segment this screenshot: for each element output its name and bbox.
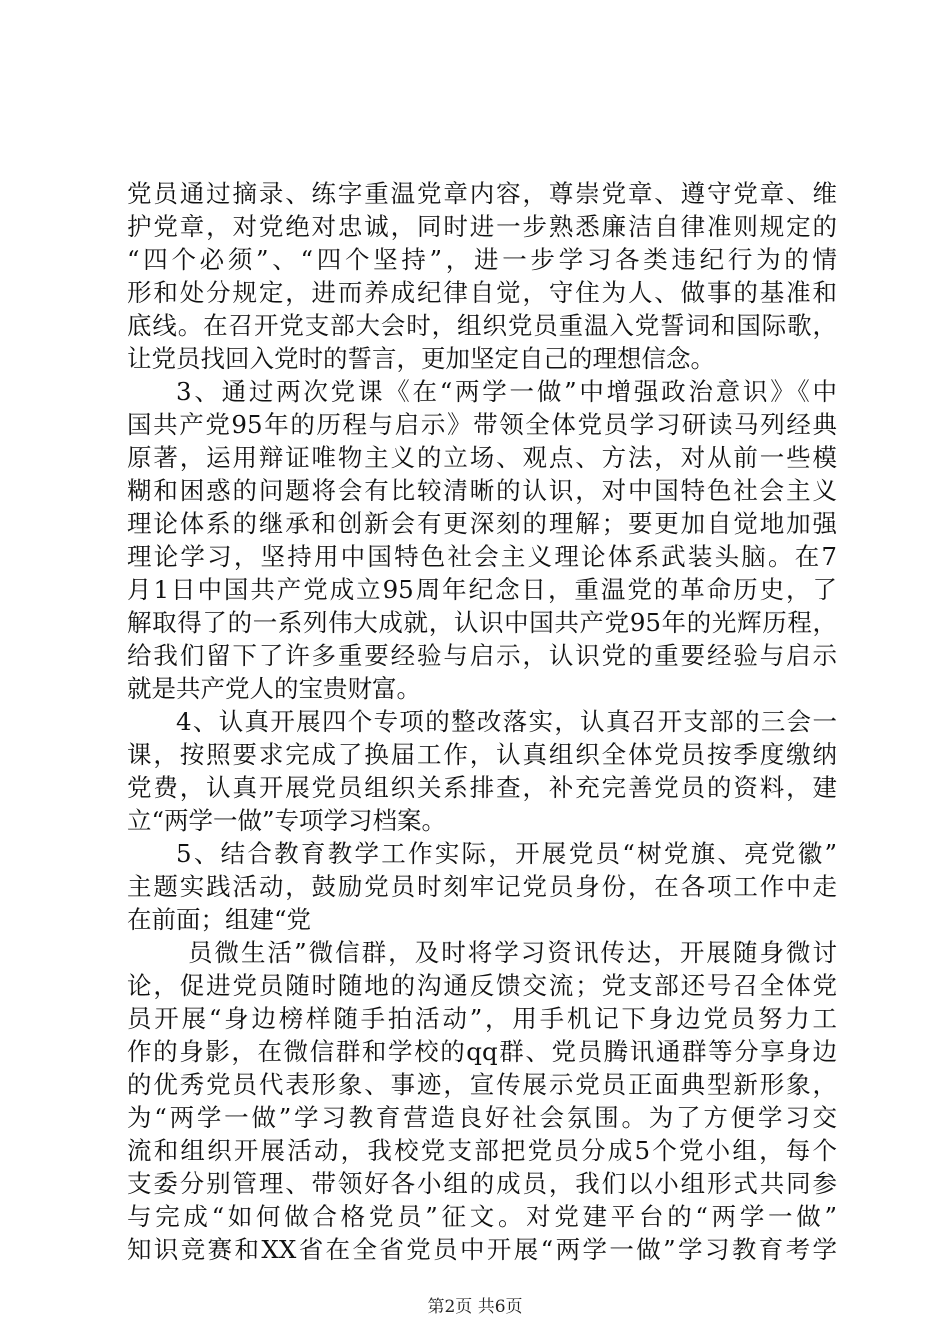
text-line: 主题实践活动，鼓励党员时刻牢记党员身份，在各项工作中走 xyxy=(127,872,837,901)
text-line: 与完成“如何做合格党员”征文。对党建平台的“两学一做” xyxy=(127,1202,837,1231)
text-line: 理论学习，坚持用中国特色社会主义理论体系武装头脑。在7 xyxy=(127,542,837,571)
text-line: 护党章，对党绝对忠诚，同时进一步熟悉廉洁自律准则规定的 xyxy=(127,212,837,241)
text-line: 就是共产党人的宝贵财富。 xyxy=(127,674,421,703)
text-line: 立“两学一做”专项学习档案。 xyxy=(127,806,447,835)
text-line: 5、结合教育教学工作实际，开展党员“树党旗、亮党徽” xyxy=(176,839,837,868)
text-line: 让党员找回入党时的誓言，更加坚定自己的理想信念。 xyxy=(127,344,715,373)
text-line: 为“两学一做”学习教育营造良好社会氛围。为了方便学习交 xyxy=(127,1103,837,1132)
text-line: 4、认真开展四个专项的整改落实，认真召开支部的三会一 xyxy=(176,707,837,736)
text-line: 原著，运用辩证唯物主义的立场、观点、方法，对从前一些模 xyxy=(127,443,837,472)
text-line: 给我们留下了许多重要经验与启示，认识党的重要经验与启示 xyxy=(127,641,837,670)
text-line: 员微生活”微信群，及时将学习资讯传达，开展随身微讨 xyxy=(188,938,837,967)
text-line: “四个必须”、“四个坚持”，进一步学习各类违纪行为的情 xyxy=(127,245,837,274)
text-line: 的优秀党员代表形象、事迹，宣传展示党员正面典型新形象， xyxy=(127,1070,837,1099)
text-line: 论，促进党员随时随地的沟通反馈交流；党支部还号召全体党 xyxy=(127,971,837,1000)
text-line: 底线。在召开党支部大会时，组织党员重温入党誓词和国际歌， xyxy=(127,311,837,340)
text-line: 解取得了的一系列伟大成就，认识中国共产党95年的光辉历程， xyxy=(127,608,837,637)
text-line: 理论体系的继承和创新会有更深刻的理解；要更加自觉地加强 xyxy=(127,509,837,538)
text-line: 3、通过两次党课《在“两学一做”中增强政治意识》《中 xyxy=(176,377,837,406)
page-number-footer: 第2页 共6页 xyxy=(427,1297,523,1317)
text-line: 流和组织开展活动，我校党支部把党员分成5个党小组，每个 xyxy=(127,1136,837,1165)
text-line: 员开展“身边榜样随手拍活动”，用手机记下身边党员努力工 xyxy=(127,1004,837,1033)
text-line: 支委分别管理、带领好各小组的成员，我们以小组形式共同参 xyxy=(127,1169,837,1198)
text-line: 在前面；组建“党 xyxy=(127,905,312,934)
text-line: 形和处分规定，进而养成纪律自觉，守住为人、做事的基准和 xyxy=(127,278,837,307)
text-line: 课，按照要求完成了换届工作，认真组织全体党员按季度缴纳 xyxy=(127,740,837,769)
text-line: 党员通过摘录、练字重温党章内容，尊崇党章、遵守党章、维 xyxy=(127,179,837,208)
text-line: 知识竞赛和XX省在全省党员中开展“两学一做”学习教育考学 xyxy=(127,1235,837,1264)
text-line: 国共产党95年的历程与启示》带领全体党员学习研读马列经典 xyxy=(127,410,837,439)
text-line: 月1日中国共产党成立95周年纪念日，重温党的革命历史，了 xyxy=(127,575,837,604)
text-line: 作的身影，在微信群和学校的qq群、党员腾讯通群等分享身边 xyxy=(127,1037,837,1066)
text-line: 党费，认真开展党员组织关系排查，补充完善党员的资料，建 xyxy=(127,773,837,802)
text-line: 糊和困惑的问题将会有比较清晰的认识，对中国特色社会主义 xyxy=(127,476,837,505)
